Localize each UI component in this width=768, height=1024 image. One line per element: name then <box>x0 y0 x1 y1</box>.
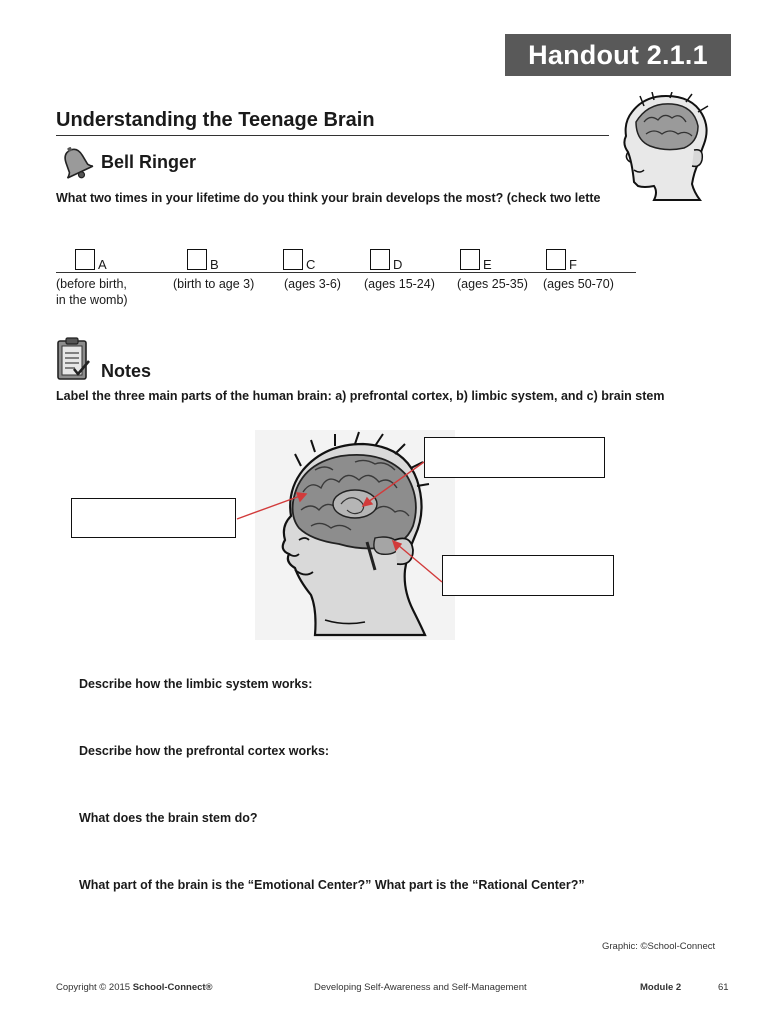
footer-copyright <box>56 982 213 993</box>
option-a-caption <box>56 276 128 308</box>
checkbox-b[interactable] <box>187 249 207 270</box>
option-letter: B <box>210 257 219 272</box>
option-letter: A <box>98 257 107 272</box>
answer-underline <box>56 272 636 273</box>
notes-heading: Notes <box>101 361 152 381</box>
label-box-left[interactable] <box>71 498 236 538</box>
handout-badge: Handout 2.1.1 <box>505 34 731 76</box>
checkbox-a[interactable] <box>75 249 95 270</box>
option-letter: C <box>306 257 316 272</box>
label-box-top-right[interactable] <box>424 437 605 478</box>
graphic-credit: Graphic: ©School-Connect <box>602 941 716 952</box>
caption-line: in the womb) <box>56 293 128 307</box>
bell-icon <box>58 145 94 181</box>
checkbox-d[interactable] <box>370 249 390 270</box>
bell-ringer-heading: Bell Ringer <box>101 152 197 172</box>
option-f-caption: (ages 50-70) <box>543 277 614 291</box>
option-letter: D <box>393 257 403 272</box>
copyright-brand: School-Connect® <box>132 982 213 993</box>
option-d-caption: (ages 15-24) <box>364 277 435 291</box>
page-number: 61 <box>718 982 729 993</box>
brain-head-thumbnail <box>614 92 722 202</box>
bell-ringer-question: What two times in your lifetime do you think your brain develops the most? (check two lette <box>56 191 601 205</box>
footer-course: Developing Self-Awareness and Self-Management <box>314 982 527 993</box>
option-c-caption: (ages 3-6) <box>284 277 341 291</box>
checkbox-c[interactable] <box>283 249 303 270</box>
label-box-bottom-right[interactable] <box>442 555 614 596</box>
option-letter: F <box>569 257 577 272</box>
footer-module: Module 2 <box>640 982 682 993</box>
age-options-row <box>56 247 636 273</box>
checkbox-e[interactable] <box>460 249 480 270</box>
notes-instruction: Label the three main parts of the human brain: a) prefrontal cortex, b) limbic system, and c) brain stem <box>56 389 665 403</box>
notes-question-brain-stem: What does the brain stem do? <box>79 811 258 825</box>
title-divider <box>56 135 609 136</box>
option-e-caption: (ages 25-35) <box>457 277 528 291</box>
option-letter: E <box>483 257 492 272</box>
caption-line: (before birth, <box>56 277 127 291</box>
notes-question-prefrontal: Describe how the prefrontal cortex works: <box>79 744 330 758</box>
checkbox-f[interactable] <box>546 249 566 270</box>
notes-question-centers: What part of the brain is the “Emotional Center?” What part is the “Rational Center?” <box>79 878 585 892</box>
option-b-caption: (birth to age 3) <box>173 277 255 291</box>
notes-question-limbic: Describe how the limbic system works: <box>79 677 313 691</box>
page-title: Understanding the Teenage Brain <box>56 109 375 131</box>
clipboard-icon <box>56 337 92 381</box>
copyright-text: Copyright © 2015 <box>56 982 133 993</box>
